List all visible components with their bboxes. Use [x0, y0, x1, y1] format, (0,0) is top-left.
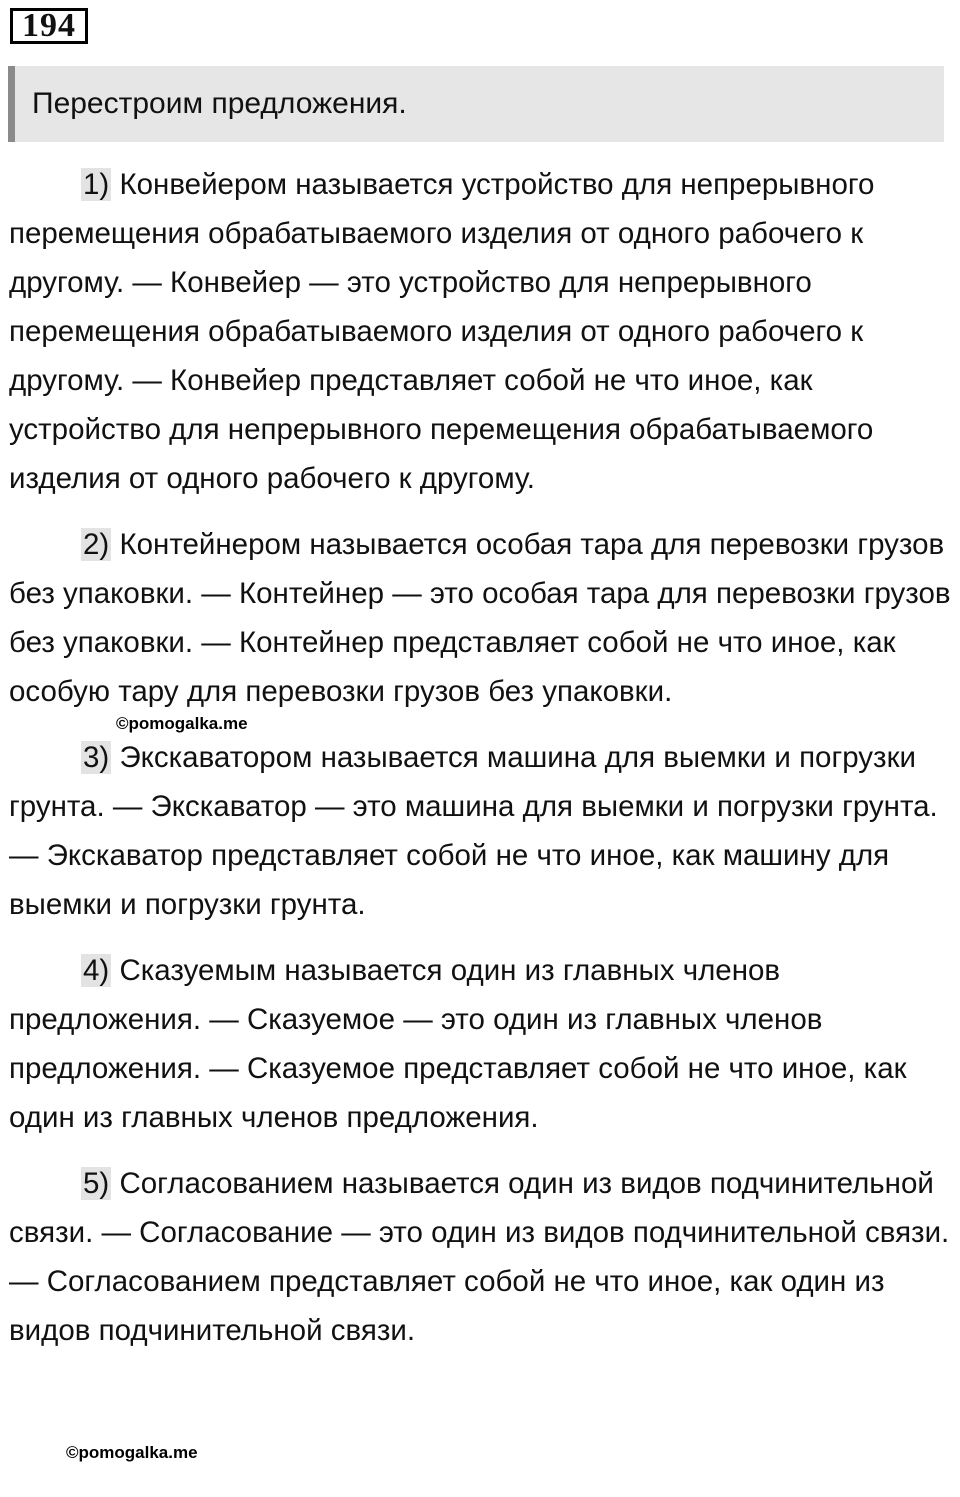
task-banner [8, 66, 944, 142]
item-text: Сказуемым называется один из главных членов предложения. — Сказуемое — это один из главных членов предложения. — Сказуемое представляет собой не что иное, как один из главных членов предложения. [9, 954, 907, 1134]
answer-item-5 [9, 1159, 953, 1355]
answer-item-1 [9, 160, 953, 503]
exercise-number: 194 [10, 8, 88, 44]
answer-item-4 [9, 946, 953, 1142]
item-number: 3) [83, 741, 110, 774]
watermark: ©pomogalka.me [116, 714, 248, 733]
watermark: ©pomogalka.me [66, 1443, 198, 1462]
answer-content [9, 160, 953, 1372]
item-number: 1) [83, 168, 110, 201]
item-number: 2) [83, 528, 110, 561]
answer-item-2 [9, 520, 953, 716]
item-text: Контейнером называется особая тара для перевозки грузов без упаковки. — Контейнер — это особая тара для перевозки грузов без упаковки. — Контейнер представляет собой не что иное, как особую тару для перевозки грузов без упаковки. [9, 528, 951, 708]
item-number: 4) [83, 954, 110, 987]
answer-item-3 [9, 733, 953, 929]
task-title: Перестроим предложения. [32, 87, 407, 120]
item-number: 5) [83, 1167, 110, 1200]
item-text: Экскаватором называется машина для выемки и погрузки грунта. — Экскаватор — это машина для выемки и погрузки грунта. — Экскаватор представляет собой не что иное, как машину для выемки и погрузки грунта. [9, 741, 938, 921]
item-text: Конвейером называется устройство для непрерывного перемещения обрабатываемого изделия от одного рабочего к другому. — Конвейер — это устройство для непрерывного перемещения обрабатываемого изделия от одного рабочего к другому. — Конвейер представляет собой не что иное, как устройство для непрерывного перемещения обрабатываемого изделия от одного рабочего к другому. [9, 168, 875, 495]
item-text: Согласованием называется один из видов подчинительной связи. — Согласование — это один из видов подчинительной связи. — Согласованием представляет собой не что иное, как один из видов подчинительной связи. [9, 1167, 950, 1347]
